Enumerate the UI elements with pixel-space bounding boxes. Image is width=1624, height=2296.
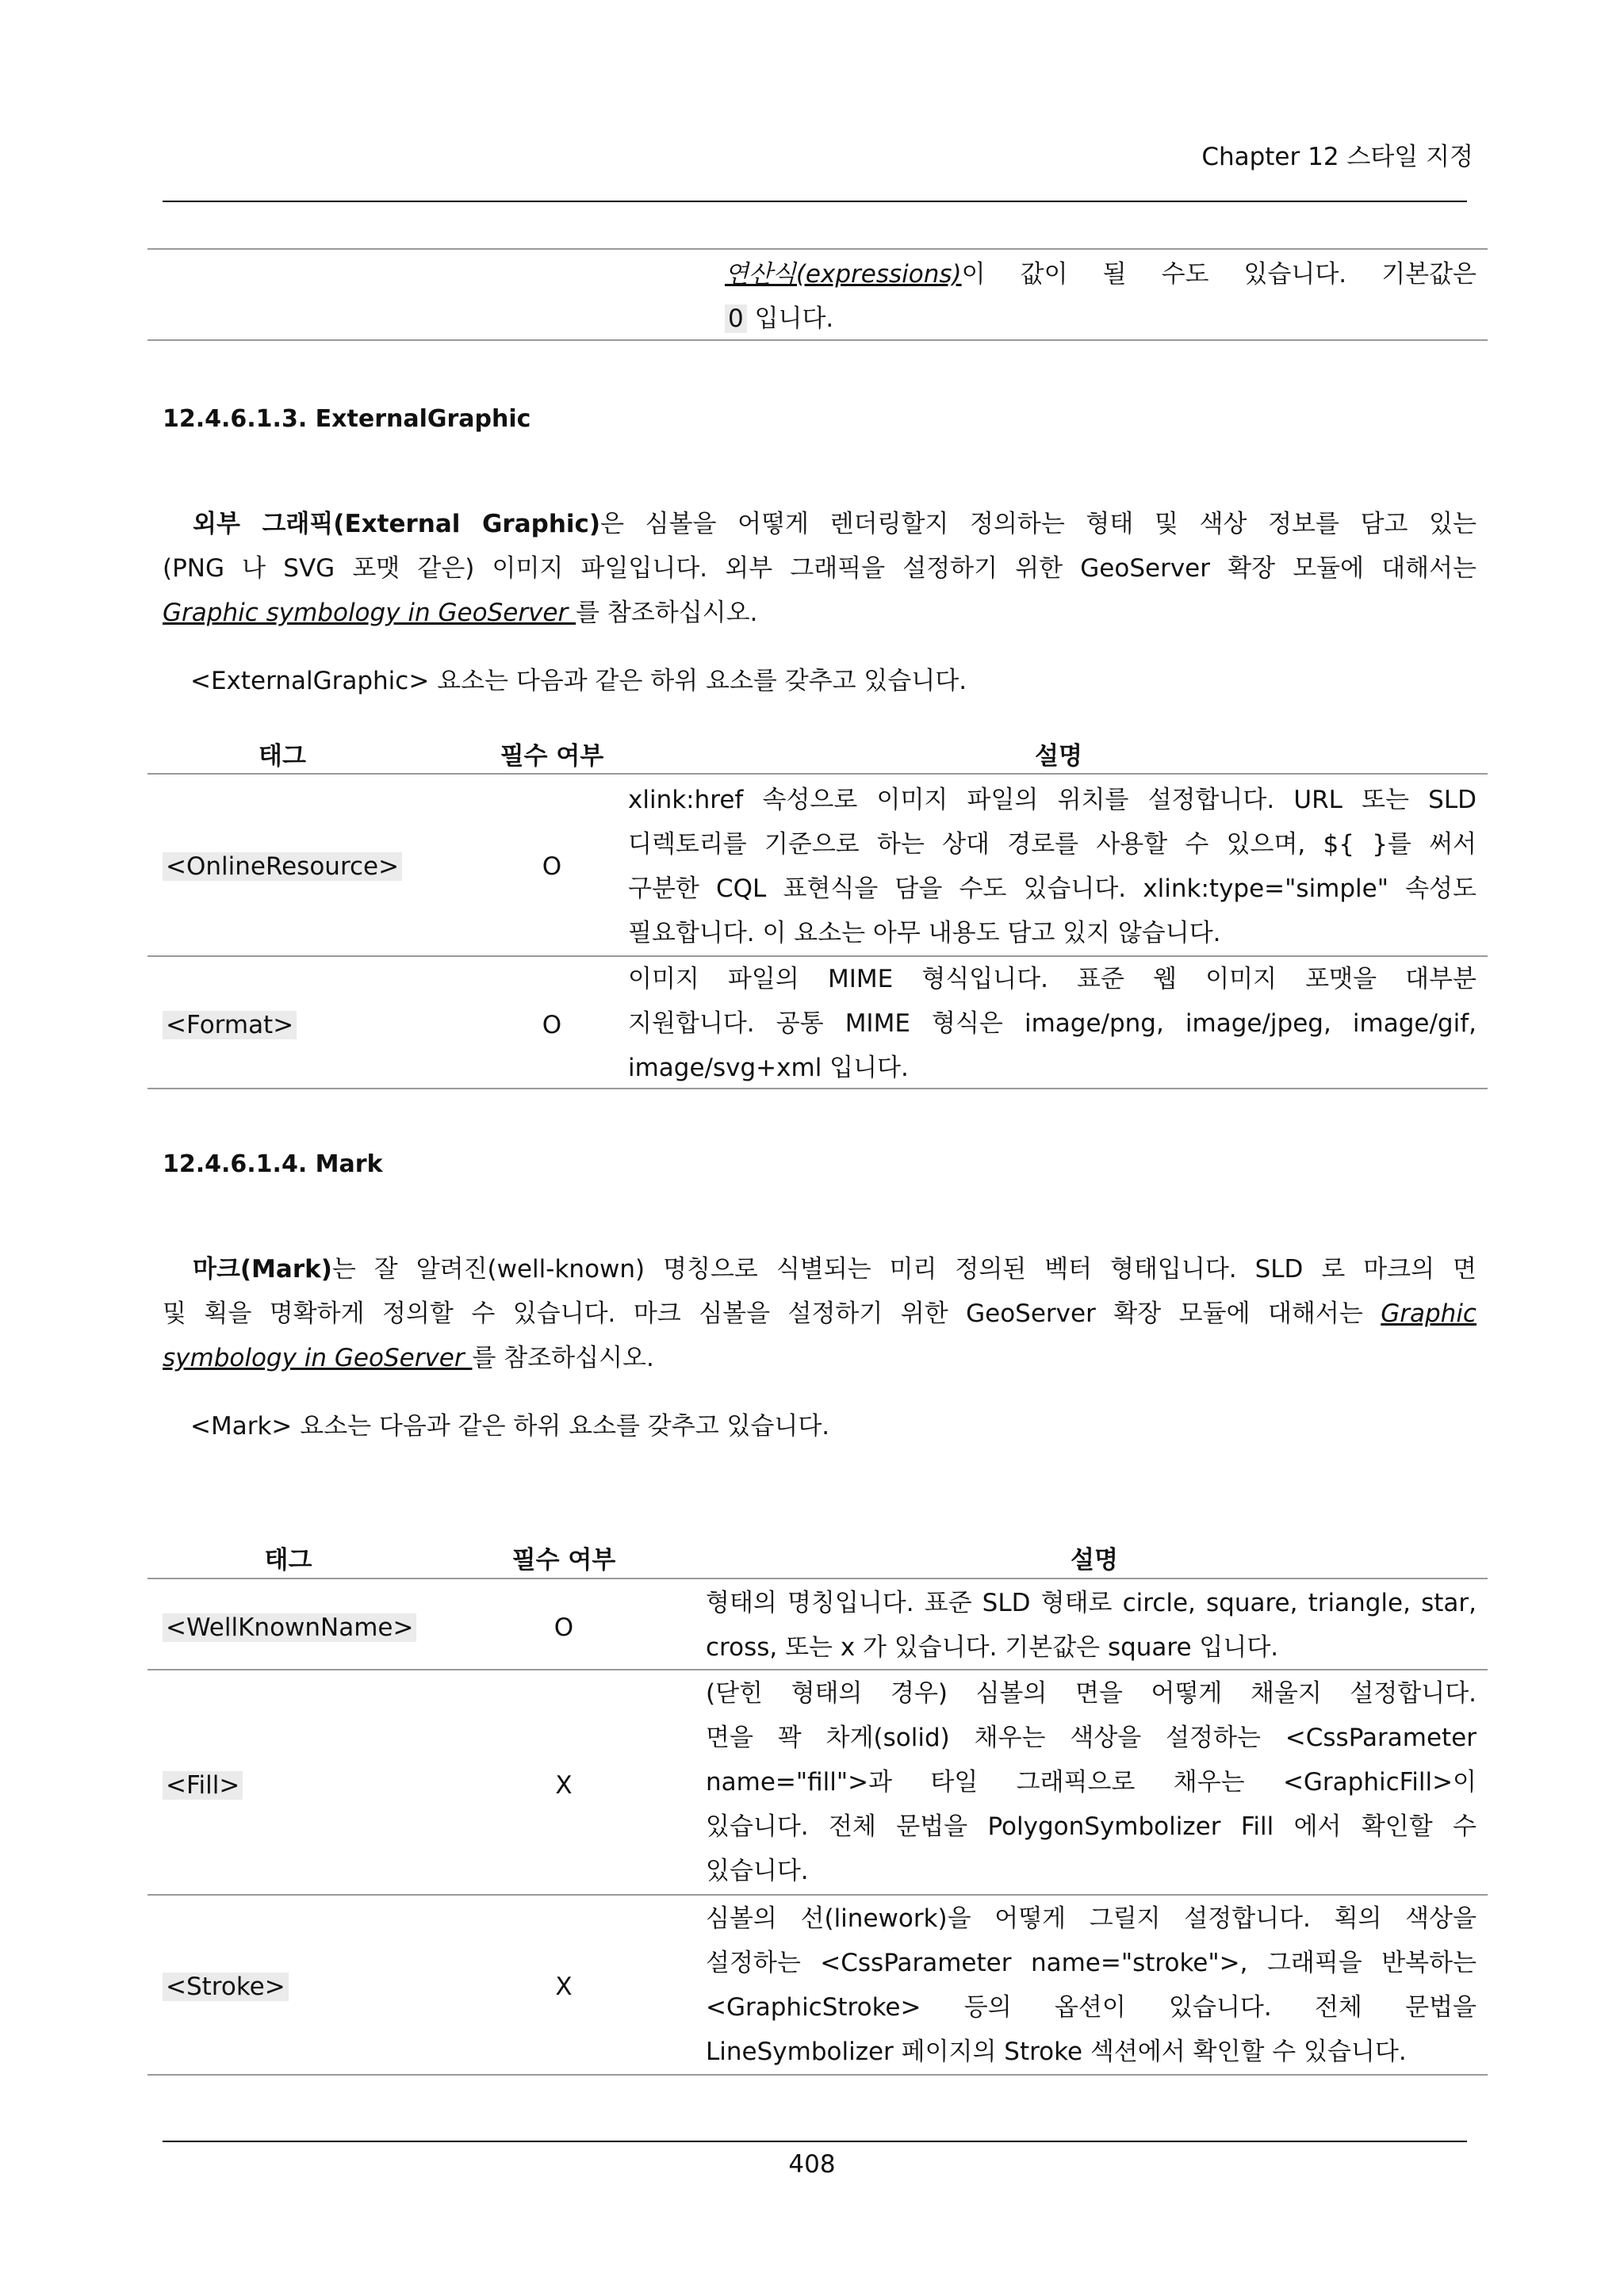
externalgraphic-paragraph <box>163 502 1477 635</box>
mark-intro: <Mark> 요소는 다음과 같은 하위 요소를 갖추고 있습니다. <box>190 1412 830 1441</box>
column-header-description: 설명 <box>1035 742 1082 771</box>
fragment-text: 이 값이 될 수도 있습니다. 기본값은 <box>961 260 1477 289</box>
table-row-required: X <box>555 1771 573 1800</box>
table-rule <box>147 339 1488 341</box>
table-rule <box>147 2074 1488 2076</box>
para-text: 은 심볼을 어떻게 렌더링할지 정의하는 형태 및 색상 정보를 담고 있는 <box>600 510 1477 538</box>
chapter-header: Chapter 12 스타일 지정 <box>1201 143 1473 171</box>
section-heading-externalgraphic: 12.4.6.1.3. ExternalGraphic <box>163 405 531 433</box>
term-mark: 마크(Mark) <box>193 1255 332 1284</box>
symbology-link[interactable]: symbology in GeoServer <box>163 1344 473 1372</box>
column-header-tag: 태그 <box>264 1546 312 1575</box>
term-external-graphic: 외부 그래픽(External Graphic) <box>193 510 601 538</box>
header-rule <box>163 201 1467 202</box>
desc-line: cross, 또는 x 가 있습니다. 기본값은 square 입니다. <box>706 1633 1279 1662</box>
code-zero: 0 <box>725 304 747 333</box>
graphic-link[interactable]: Graphic <box>1381 1299 1477 1328</box>
table-row-tag <box>163 1613 416 1642</box>
tag-fill: <Fill> <box>163 1771 243 1800</box>
column-header-required: 필수 여부 <box>500 742 604 771</box>
table-row-required: X <box>555 1973 573 2001</box>
para-text: 는 잘 알려진(well-known) 명칭으로 식별되는 미리 정의된 벡터 형태입니다. SLD 로 마크의 면 <box>331 1255 1477 1284</box>
table-rule <box>147 1088 1488 1089</box>
table-rule <box>147 248 1488 250</box>
table-row-required: O <box>553 1613 574 1642</box>
para-text: (PNG 나 SVG 포맷 같은) 이미지 파일입니다. 외부 그래픽을 설정하기 위한 GeoServer 확장 모듈에 대해서는 <box>163 554 1477 583</box>
table-row-required: O <box>542 1011 562 1039</box>
desc-line: xlink:href 속성으로 이미지 파일의 위치를 설정합니다. URL 또는 SLD <box>628 786 1477 814</box>
top-fragment-cell <box>725 252 1477 341</box>
desc-line: 설정하는 <CssParameter name="stroke">, 그래픽을 반복하는 <box>706 1949 1477 1977</box>
table-row-description <box>628 957 1477 1090</box>
para-text: 를 참조하십시오. <box>576 599 758 627</box>
page-number: 408 <box>788 2150 836 2179</box>
table-row-tag <box>163 1011 297 1039</box>
table-row-tag <box>163 852 402 881</box>
desc-line: LineSymbolizer 페이지의 Stroke 섹션에서 확인할 수 있습니다. <box>706 2038 1407 2066</box>
expressions-link[interactable]: 연산식(expressions) <box>725 260 962 289</box>
table-rule <box>147 773 1488 775</box>
section-heading-mark: 12.4.6.1.4. Mark <box>163 1150 383 1178</box>
desc-line: 디렉토리를 기준으로 하는 상대 경로를 사용할 수 있으며, ${ }를 써서 <box>628 830 1477 859</box>
table-row-tag <box>163 1973 289 2001</box>
table-rule <box>147 1578 1488 1579</box>
desc-line: 이미지 파일의 MIME 형식입니다. 표준 웹 이미지 포맷을 대부분 <box>628 965 1477 993</box>
tag-stroke: <Stroke> <box>163 1973 289 2001</box>
table-row-description <box>706 1581 1477 1670</box>
table-row-description <box>628 778 1477 955</box>
table-row-required: O <box>542 852 562 881</box>
table-rule <box>147 1894 1488 1896</box>
column-header-required: 필수 여부 <box>511 1546 616 1575</box>
footer-rule <box>163 2141 1467 2142</box>
column-header-tag: 태그 <box>259 742 306 771</box>
table-row-description <box>706 1896 1477 2074</box>
table-rule <box>147 1669 1488 1670</box>
desc-line: 구분한 CQL 표현식을 담을 수도 있습니다. xlink:type="simple" 속성도 <box>628 874 1477 903</box>
desc-line: name="fill">과 타일 그래픽으로 채우는 <GraphicFill>이 <box>706 1768 1477 1797</box>
desc-line: 있습니다. <box>706 1857 809 1885</box>
externalgraphic-intro: <ExternalGraphic> 요소는 다음과 같은 하위 요소를 갖추고 있습니다. <box>190 667 967 695</box>
table-row-tag <box>163 1771 243 1800</box>
mark-paragraph <box>163 1247 1477 1380</box>
desc-line: 면을 꽉 차게(solid) 채우는 색상을 설정하는 <CssParameter <box>706 1724 1477 1752</box>
desc-line: 형태의 명칭입니다. 표준 SLD 형태로 circle, square, triangle, star, <box>706 1589 1477 1617</box>
tag-wellknownname: <WellKnownName> <box>163 1613 416 1642</box>
desc-line: 심볼의 선(linework)을 어떻게 그릴지 설정합니다. 획의 색상을 <box>706 1904 1477 1933</box>
tag-format: <Format> <box>163 1011 297 1039</box>
graphic-symbology-link[interactable]: Graphic symbology in GeoServer <box>163 599 576 627</box>
desc-line: 필요합니다. 이 요소는 아무 내용도 담고 있지 않습니다. <box>628 919 1221 947</box>
desc-line: <GraphicStroke> 등의 옵션이 있습니다. 전체 문법을 <box>706 1993 1477 2022</box>
tag-onlineresource: <OnlineResource> <box>163 852 402 881</box>
para-text: 및 획을 명확하게 정의할 수 있습니다. 마크 심볼을 설정하기 위한 GeoServer 확장 모듈에 대해서는 <box>163 1299 1363 1328</box>
desc-line: (닫힌 형태의 경우) 심볼의 면을 어떻게 채울지 설정합니다. <box>706 1679 1477 1708</box>
column-header-description: 설명 <box>1071 1546 1118 1575</box>
desc-line: image/svg+xml 입니다. <box>628 1054 909 1082</box>
desc-line: 지원합니다. 공통 MIME 형식은 image/png, image/jpeg, image/gif, <box>628 1009 1477 1038</box>
para-text: 를 참조하십시오. <box>472 1344 654 1372</box>
table-row-description <box>706 1671 1477 1893</box>
desc-line: 있습니다. 전체 문법을 PolygonSymbolizer Fill 에서 확인할 수 <box>706 1812 1477 1841</box>
fragment-text-2: 입니다. <box>746 304 834 333</box>
